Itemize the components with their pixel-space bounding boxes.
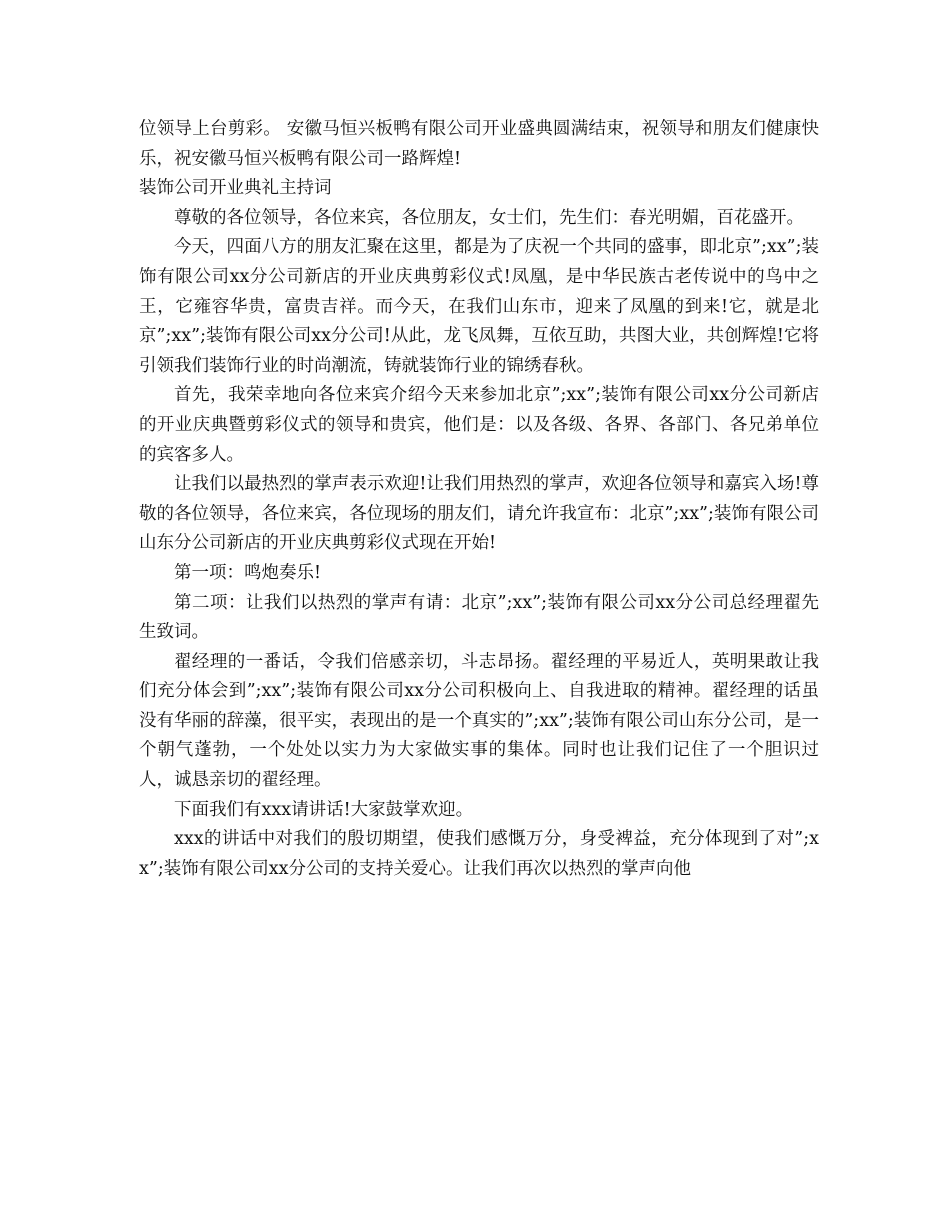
paragraph-item-two: 第二项：让我们以热烈的掌声有请：北京”;xx”;装饰有限公司xx分公司总经理翟先生致词。 [139,592,819,643]
paragraph-speech-response: xxx的讲话中对我们的殷切期望，使我们感慨万分，身受裨益，充分体现到了对”;xx”;装饰有限公司xx分公司的支持关爱心。让我们再次以热烈的掌声向他 [139,829,819,879]
paragraph-manager-remarks: 翟经理的一番话，令我们倍感亲切，斗志昂扬。翟经理的平易近人，英明果敢让我们充分体会到”;xx”;装饰有限公司xx分公司积极向上、自我进取的精神。翟经理的话虽没有华丽的辞藻，很平实，表现出的是一个真实的”;xx”;装饰有限公司山东分公司，是一个朝气蓬勃，一个处处以实力为大家做实事的集体。同时也让我们记住了一个胆识过人，诚恳亲切的翟经理。 [139,651,819,791]
paragraph-closing: 位领导上台剪彩。 安徽马恒兴板鸭有限公司开业盛典圆满结束，祝领导和朋友们健康快乐，祝安徽马恒兴板鸭有限公司一路辉煌! [139,119,819,169]
paragraph-welcome: 让我们以最热烈的掌声表示欢迎!让我们用热烈的掌声，欢迎各位领导和嘉宾入场!尊敬的各位领导，各位来宾，各位现场的朋友们，请允许我宣布：北京”;xx”;装饰有限公司山东分公司新店的开业庆典剪彩仪式现在开始! [139,474,819,554]
paragraph-item-one: 第一项：鸣炮奏乐! [174,562,322,583]
paragraph-greeting: 尊敬的各位领导，各位来宾，各位朋友，女士们，先生们：春光明媚，百花盛开。 [174,207,804,228]
section-heading: 装饰公司开业典礼主持词 [139,178,332,199]
document-body [139,115,819,884]
paragraph-guests: 首先，我荣幸地向各位来宾介绍今天来参加北京”;xx”;装饰有限公司xx分公司新店的开业庆典暨剪彩仪式的领导和贵宾，他们是：以及各级、各界、各部门、各兄弟单位的宾客多人。 [139,385,819,465]
paragraph-next-speaker: 下面我们有xxx请讲话!大家鼓掌欢迎。 [174,799,474,820]
paragraph-intro: 今天，四面八方的朋友汇聚在这里，都是为了庆祝一个共同的盛事，即北京”;xx”;装饰有限公司xx分公司新店的开业庆典剪彩仪式!凤凰，是中华民族古老传说中的鸟中之王，它雍容华贵，富贵吉祥。而今天，在我们山东市，迎来了凤凰的到来!它，就是北京”;xx”;装饰有限公司xx分公司!从此，龙飞凤舞，互依互助，共图大业，共创辉煌!它将引领我们装饰行业的时尚潮流，铸就装饰行业的锦绣春秋。 [139,237,819,376]
